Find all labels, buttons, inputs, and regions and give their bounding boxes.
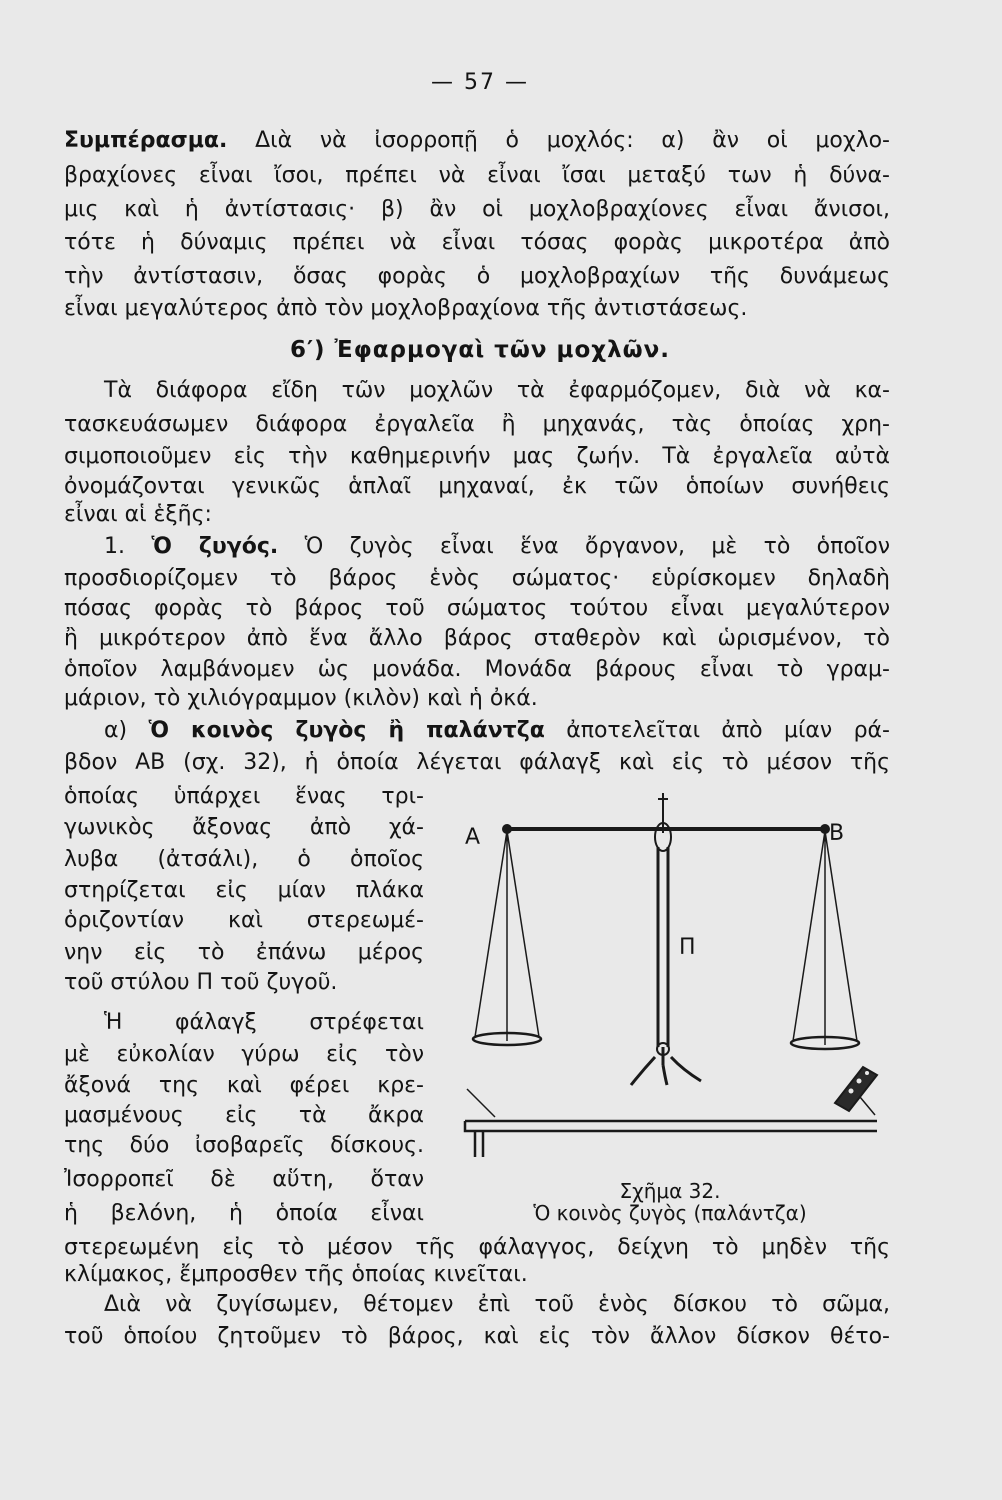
balance-text-1: Ὁ ζυγὸς εἶναι ἕνα ὄργανον, μὲ τὸ ὁποῖον xyxy=(278,534,890,559)
conclusion-term: Συμπέρασμα. xyxy=(64,128,228,153)
weighing-line-2: τοῦ ὁποίου ζητοῦμεν τὸ βάρος, καὶ εἰς τὸν ἄλλον δίσκον θέτο- xyxy=(64,1324,890,1349)
balance-figure xyxy=(455,785,895,1185)
balance-line-1 xyxy=(104,532,890,562)
common-balance-text-1: ἀποτελεῖται ἀπὸ μίαν ρά- xyxy=(544,718,890,743)
pillar-pi xyxy=(658,847,668,1047)
applications-line-2: τασκευάσωμεν διάφορα ἐργαλεῖα ἢ μηχανάς, τὰς ὁποίας χρη- xyxy=(64,412,890,437)
label-a: Α xyxy=(465,825,481,850)
beam-narrow-1: Ἡ φάλαγξ στρέφεται xyxy=(104,1010,424,1035)
common-balance-line-2: βδον ΑΒ (σχ. 32), ἡ ὁποία λέγεται φάλαγξ καὶ εἰς τὸ μέσον τῆς xyxy=(64,750,890,775)
applications-line-1: Τὰ διάφορα εἴδη τῶν μοχλῶν τὰ ἐφαρμόζομεν, διὰ νὰ κα- xyxy=(104,378,890,403)
common-balance-narrow-7: τοῦ στύλου Π τοῦ ζυγοῦ. xyxy=(64,970,338,995)
section-heading: 6′) Ἐφαρμογαὶ τῶν μοχλῶν. xyxy=(289,337,671,363)
weighing-line-1: Διὰ νὰ ζυγίσωμεν, θέτομεν ἐπὶ τοῦ ἑνὸς δίσκου τὸ σῶμα, xyxy=(104,1292,890,1317)
balance-line-3: πόσας φορὰς τὸ βάρος τοῦ σώματος τούτου εἶναι μεγαλύτερον xyxy=(64,596,890,621)
conclusion-text-1: Διὰ νὰ ἰσορροπῇ ὁ μοχλός: α) ἂν οἱ μοχλο- xyxy=(227,128,890,153)
conclusion-line-5: τὴν ἀντίστασιν, ὅσας φορὰς ὁ μοχλοβραχίων τῆς δυνάμεως xyxy=(64,264,890,289)
balance-term: Ὁ ζυγός. xyxy=(151,534,279,559)
applications-line-3: σιμοποιοῦμεν εἰς τὴν καθημερινήν μας ζωήν. Τὰ ἐργαλεῖα αὐτὰ xyxy=(64,444,890,469)
pillar-base xyxy=(631,1047,701,1085)
common-balance-narrow-1: ὁποίας ὑπάρχει ἕνας τρι- xyxy=(64,784,424,809)
beam-narrow-2: μὲ εὐκολίαν γύρω εἰς τὸν xyxy=(64,1042,424,1067)
beam-narrow-6: Ἰσορροπεῖ δὲ αὕτη, ὅταν xyxy=(64,1167,424,1192)
applications-line-5: εἶναι αἱ ἑξῆς: xyxy=(64,502,212,527)
table-edge xyxy=(467,1089,875,1117)
common-balance-line-1 xyxy=(104,716,890,746)
beam-narrow-3: ἄξονά της καὶ φέρει κρε- xyxy=(64,1073,424,1098)
balance-line-6: μάριον, τὸ χιλιόγραμμον (κιλὸν) καὶ ἡ ὀκά. xyxy=(64,686,538,711)
balance-line-2: προσδιορίζομεν τὸ βάρος ἑνὸς σώματος· εὑρίσκομεν δηλαδὴ xyxy=(64,566,890,591)
balance-line-4: ἢ μικρότερον ἀπὸ ἕνα ἄλλο βάρος σταθερὸν καὶ ὡρισμένον, τὸ xyxy=(64,626,890,651)
applications-line-4: ὀνομάζονται γενικῶς ἁπλαῖ μηχαναί, ἐκ τῶν ὁποίων συνήθεις xyxy=(64,474,890,499)
common-balance-narrow-4: στηρίζεται εἰς μίαν πλάκα xyxy=(64,878,424,903)
beam-narrow-5: της δύο ἰσοβαρεῖς δίσκους. xyxy=(64,1133,424,1158)
figure-caption-title: Ὁ κοινὸς ζυγὸς (παλάντζα) xyxy=(533,1201,807,1225)
beam-line-8: στερεωμένη εἰς τὸ μέσον τῆς φάλαγγος, δείχνη τὸ μηδὲν τῆς xyxy=(64,1235,890,1260)
beam-line-9: κλίμακος, ἔμπροσθεν τῆς ὁποίας κινεῖται. xyxy=(64,1262,528,1287)
common-balance-narrow-6: νην εἰς τὸ ἐπάνω μέρος xyxy=(64,940,424,965)
weight-box xyxy=(835,1067,877,1111)
right-strings xyxy=(793,831,857,1045)
beam-narrow-7: ἡ βελόνη, ἡ ὁποία εἶναι xyxy=(64,1201,424,1226)
balance-line-5: ὁποῖον λαμβάνομεν ὡς μονάδα. Μονάδα βάρους εἶναι τὸ γραμ- xyxy=(64,657,890,682)
figure-caption-number: Σχῆμα 32. xyxy=(619,1179,721,1203)
conclusion-line-2: βραχίονες εἶναι ἴσοι, πρέπει νὰ εἶναι ἴσαι μεταξύ των ἡ δύνα- xyxy=(64,163,890,188)
conclusion-line-6: εἶναι μεγαλύτερος ἀπὸ τὸν μοχλοβραχίονα τῆς ἀντιστάσεως. xyxy=(64,296,748,321)
beam-narrow-4: μασμένους εἰς τὰ ἄκρα xyxy=(64,1103,424,1128)
left-strings xyxy=(475,831,539,1041)
conclusion-line-4: τότε ἡ δύναμις πρέπει νὰ εἶναι τόσας φορὰς μικροτέρα ἀπὸ xyxy=(64,230,890,255)
common-balance-narrow-2: γωνικὸς ἄξονας ἀπὸ χά- xyxy=(64,815,424,840)
conclusion-line-1 xyxy=(64,126,890,156)
common-balance-term: Ὁ κοινὸς ζυγὸς ἢ παλάντζα xyxy=(148,718,545,743)
common-balance-narrow-5: ὁριζοντίαν καὶ στερεωμέ- xyxy=(64,908,424,933)
table-top xyxy=(465,1121,877,1157)
item-number: 1. xyxy=(104,534,125,559)
common-balance-narrow-3: λυβα (ἀτσάλι), ὁ ὁποῖος xyxy=(64,847,424,872)
label-pi: Π xyxy=(679,935,696,960)
label-b: Β xyxy=(829,821,845,846)
conclusion-line-3: μις καὶ ἡ ἀντίστασις· β) ἂν οἱ μοχλοβραχίονες εἶναι ἄνισοι, xyxy=(64,197,890,222)
page-number: — 57 — xyxy=(431,70,529,95)
common-balance-prefix: α) xyxy=(104,718,149,743)
